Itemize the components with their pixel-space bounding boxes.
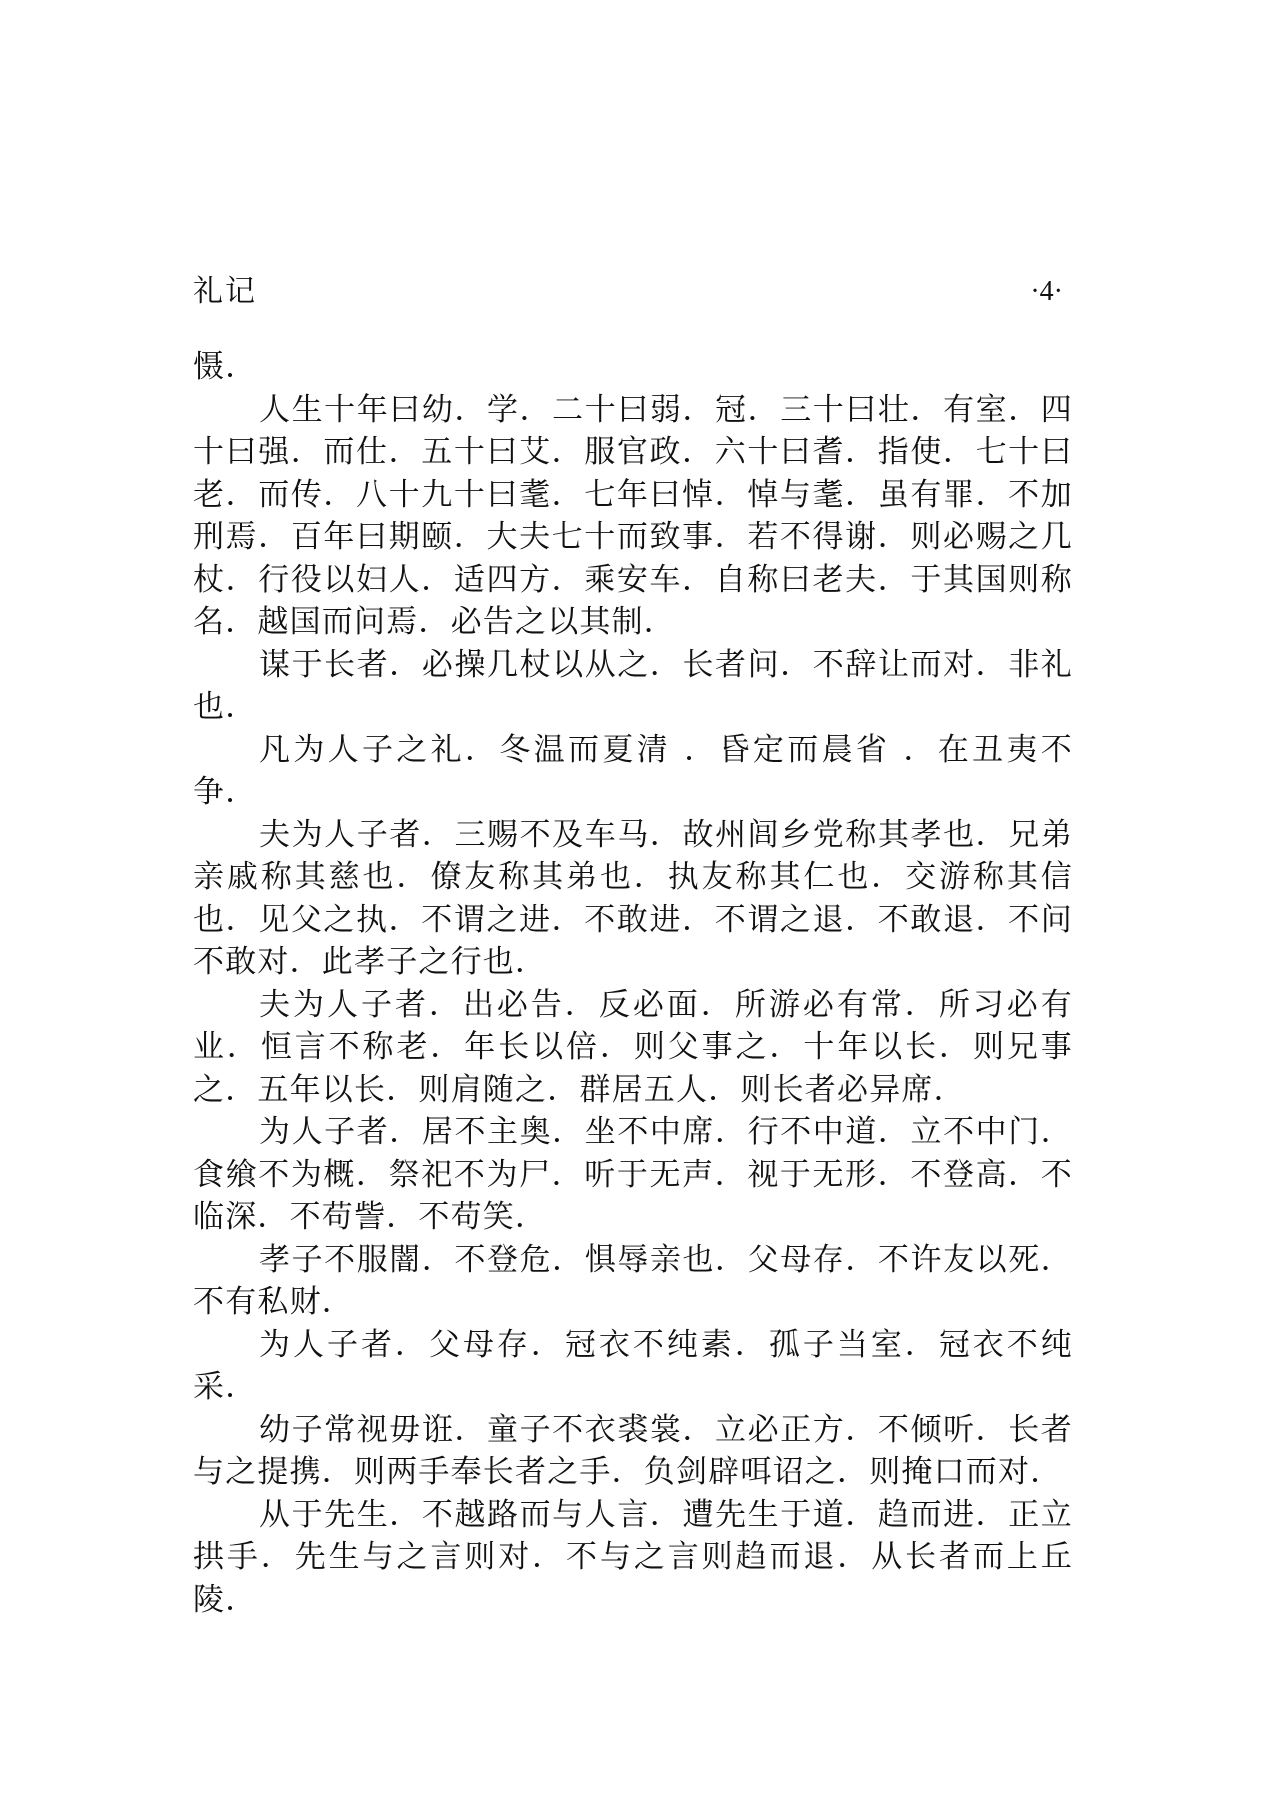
paragraph: 夫为人子者．出必告．反必面．所游必有常．所习必有业．恒言不称老．年长以倍．则父事之．十年以长．则兄事之．五年以长．则肩随之．群居五人．则长者必异席． [193,986,1073,1108]
paragraph: 为人子者．居不主奥．坐不中席．行不中道．立不中门．食飨不为概．祭祀不为尸．听于无声．视于无形．不登高．不临深．不苟訾．不苟笑． [193,1114,1073,1235]
body-text [193,346,1073,1621]
paragraph: 谋于长者．必操几杖以从之．长者问．不辞让而对．非礼也． [193,646,1073,725]
paragraph: 幼子常视毋诳．童子不衣裘裳．立必正方．不倾听．长者与之提携．则两手奉长者之手．负剑辟咡诏之．则掩口而对． [193,1411,1073,1490]
running-header [193,270,1063,314]
paragraph: 人生十年曰幼．学．二十曰弱．冠．三十曰壮．有室．四十曰强．而仕．五十曰艾．服官政．六十曰耆．指使．七十曰老．而传．八十九十曰耄．七年曰悼．悼与耄．虽有罪．不加刑焉．百年曰期颐．大夫七十而致事．若不得谢．则必赐之几杖．行役以妇人．适四方．乘安车．自称曰老夫．于其国则称名．越国而问焉．必告之以其制． [193,391,1073,640]
paragraph: 夫为人子者．三赐不及车马．故州闾乡党称其孝也．兄弟亲戚称其慈也．僚友称其弟也．执友称其仁也．交游称其信也．见父之执．不谓之进．不敢进．不谓之退．不敢退．不问不敢对．此孝子之行也． [193,816,1073,980]
paragraph: 慑． [193,349,258,385]
paragraph: 凡为人子之礼．冬温而夏清 ．昏定而晨省 ．在丑夷不争． [193,731,1073,810]
page-number: ·4· [1030,276,1063,307]
paragraph: 为人子者．父母存．冠衣不纯素．孤子当室．冠衣不纯采． [193,1326,1073,1405]
paragraph: 从于先生．不越路而与人言．遭先生于道．趋而进．正立拱手．先生与之言则对．不与之言则趋而退．从长者而上丘陵． [193,1496,1073,1618]
paragraph: 孝子不服闇．不登危．惧辱亲也．父母存．不许友以死．不有私财． [193,1241,1073,1320]
book-title: 礼记 [193,274,257,309]
